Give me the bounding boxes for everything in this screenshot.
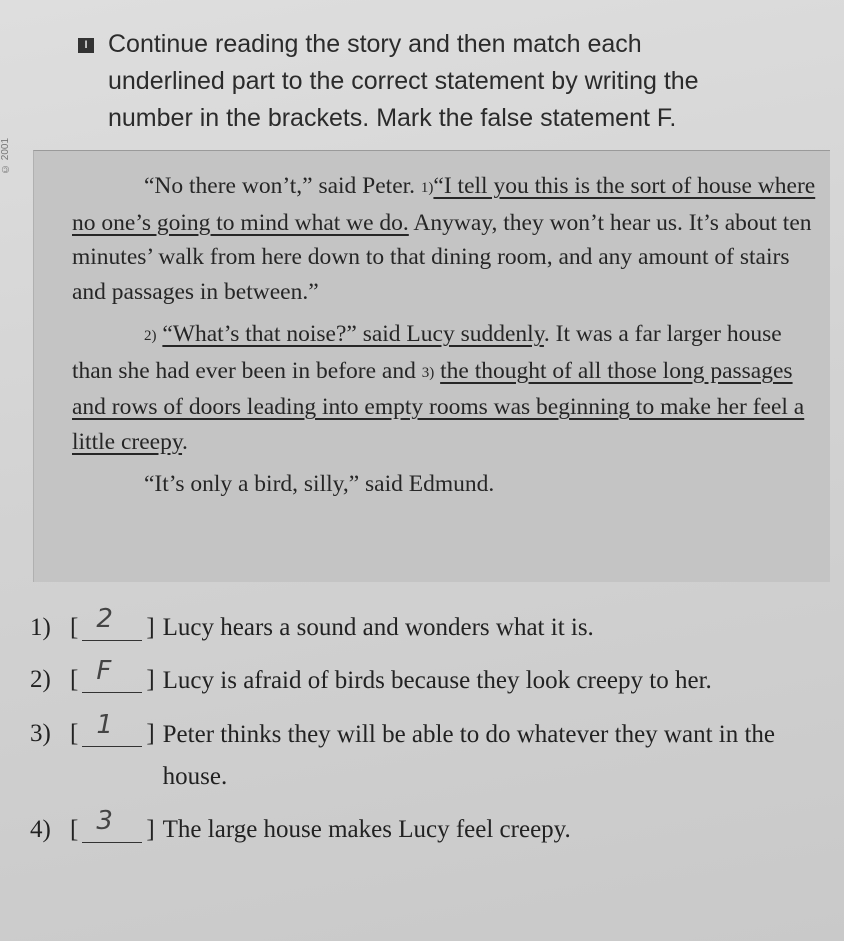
instruction-line-3: number in the brackets. Mark the false statement F. (108, 104, 677, 132)
answer-blank-1[interactable]: 2 (82, 608, 142, 641)
answer-blank-4[interactable]: 3 (82, 810, 142, 843)
story-passage-box (33, 150, 830, 582)
instruction-line-2: underlined part to the correct statement by writing the (108, 67, 699, 95)
story-paragraph-1: “No there won’t,” said Peter. 1)“I tell you this is the sort of house where no one’s going to mind what we do. Anyway, they won’t hear us. It’s about ten minutes’ walk from here down to that dining room, and any amount of stairs and passages in between.” (72, 173, 816, 305)
underlined-part-2: “What’s that noise?” said Lucy suddenly (162, 321, 544, 347)
answer-blank-3[interactable]: 1 (82, 714, 142, 747)
answer-blank-2[interactable]: F (82, 660, 142, 693)
copyright-notice: © 2001 (0, 137, 11, 174)
instruction-line-1: I Continue reading the story and then match each (40, 26, 820, 63)
statement-list (30, 604, 820, 862)
story-paragraph-3: “It’s only a bird, silly,” said Edmund. (144, 471, 495, 497)
statement-item-3: 3) [ 1 ] Peter thinks they will be able to do whatever they want in the house. (30, 714, 820, 798)
section-badge: I (78, 38, 94, 53)
statement-text-1: Lucy hears a sound and wonders what it is. (162, 614, 594, 641)
statement-item-4: 4) [ 3 ] The large house makes Lucy feel creepy. (30, 810, 820, 850)
statement-text-2: Lucy is afraid of birds because they look creepy to her. (162, 667, 712, 694)
underline-marker-1: 1) (420, 180, 434, 196)
underline-marker-3: 3) (421, 364, 435, 381)
instruction-text (40, 26, 820, 137)
statement-text-4: The large house makes Lucy feel creepy. (162, 816, 571, 843)
underline-marker-2: 2) (144, 328, 157, 344)
statement-text-3: Peter thinks they will be able to do whatever they want in the house. (162, 721, 775, 790)
statement-item-2: 2) [ F ] Lucy is afraid of birds because they look creepy to her. (30, 660, 820, 702)
story-paragraph-2: 2) “What’s that noise?” said Lucy suddenly. It was a far larger house than she had ever been in before and 3) the thought of all those long passages and rows of doors leading into empty rooms was beginning to make her feel a little creepy. (72, 321, 805, 455)
underlined-part-3: the thought of all those long passages and rows of doors leading into empty rooms was beginning to make her feel a little creepy (72, 357, 805, 455)
statement-item-1: 1) [ 2 ] Lucy hears a sound and wonders what it is. (30, 608, 820, 648)
underlined-part-1: “I tell you this is the sort of house where no one’s going to mind what we do. (72, 173, 816, 236)
